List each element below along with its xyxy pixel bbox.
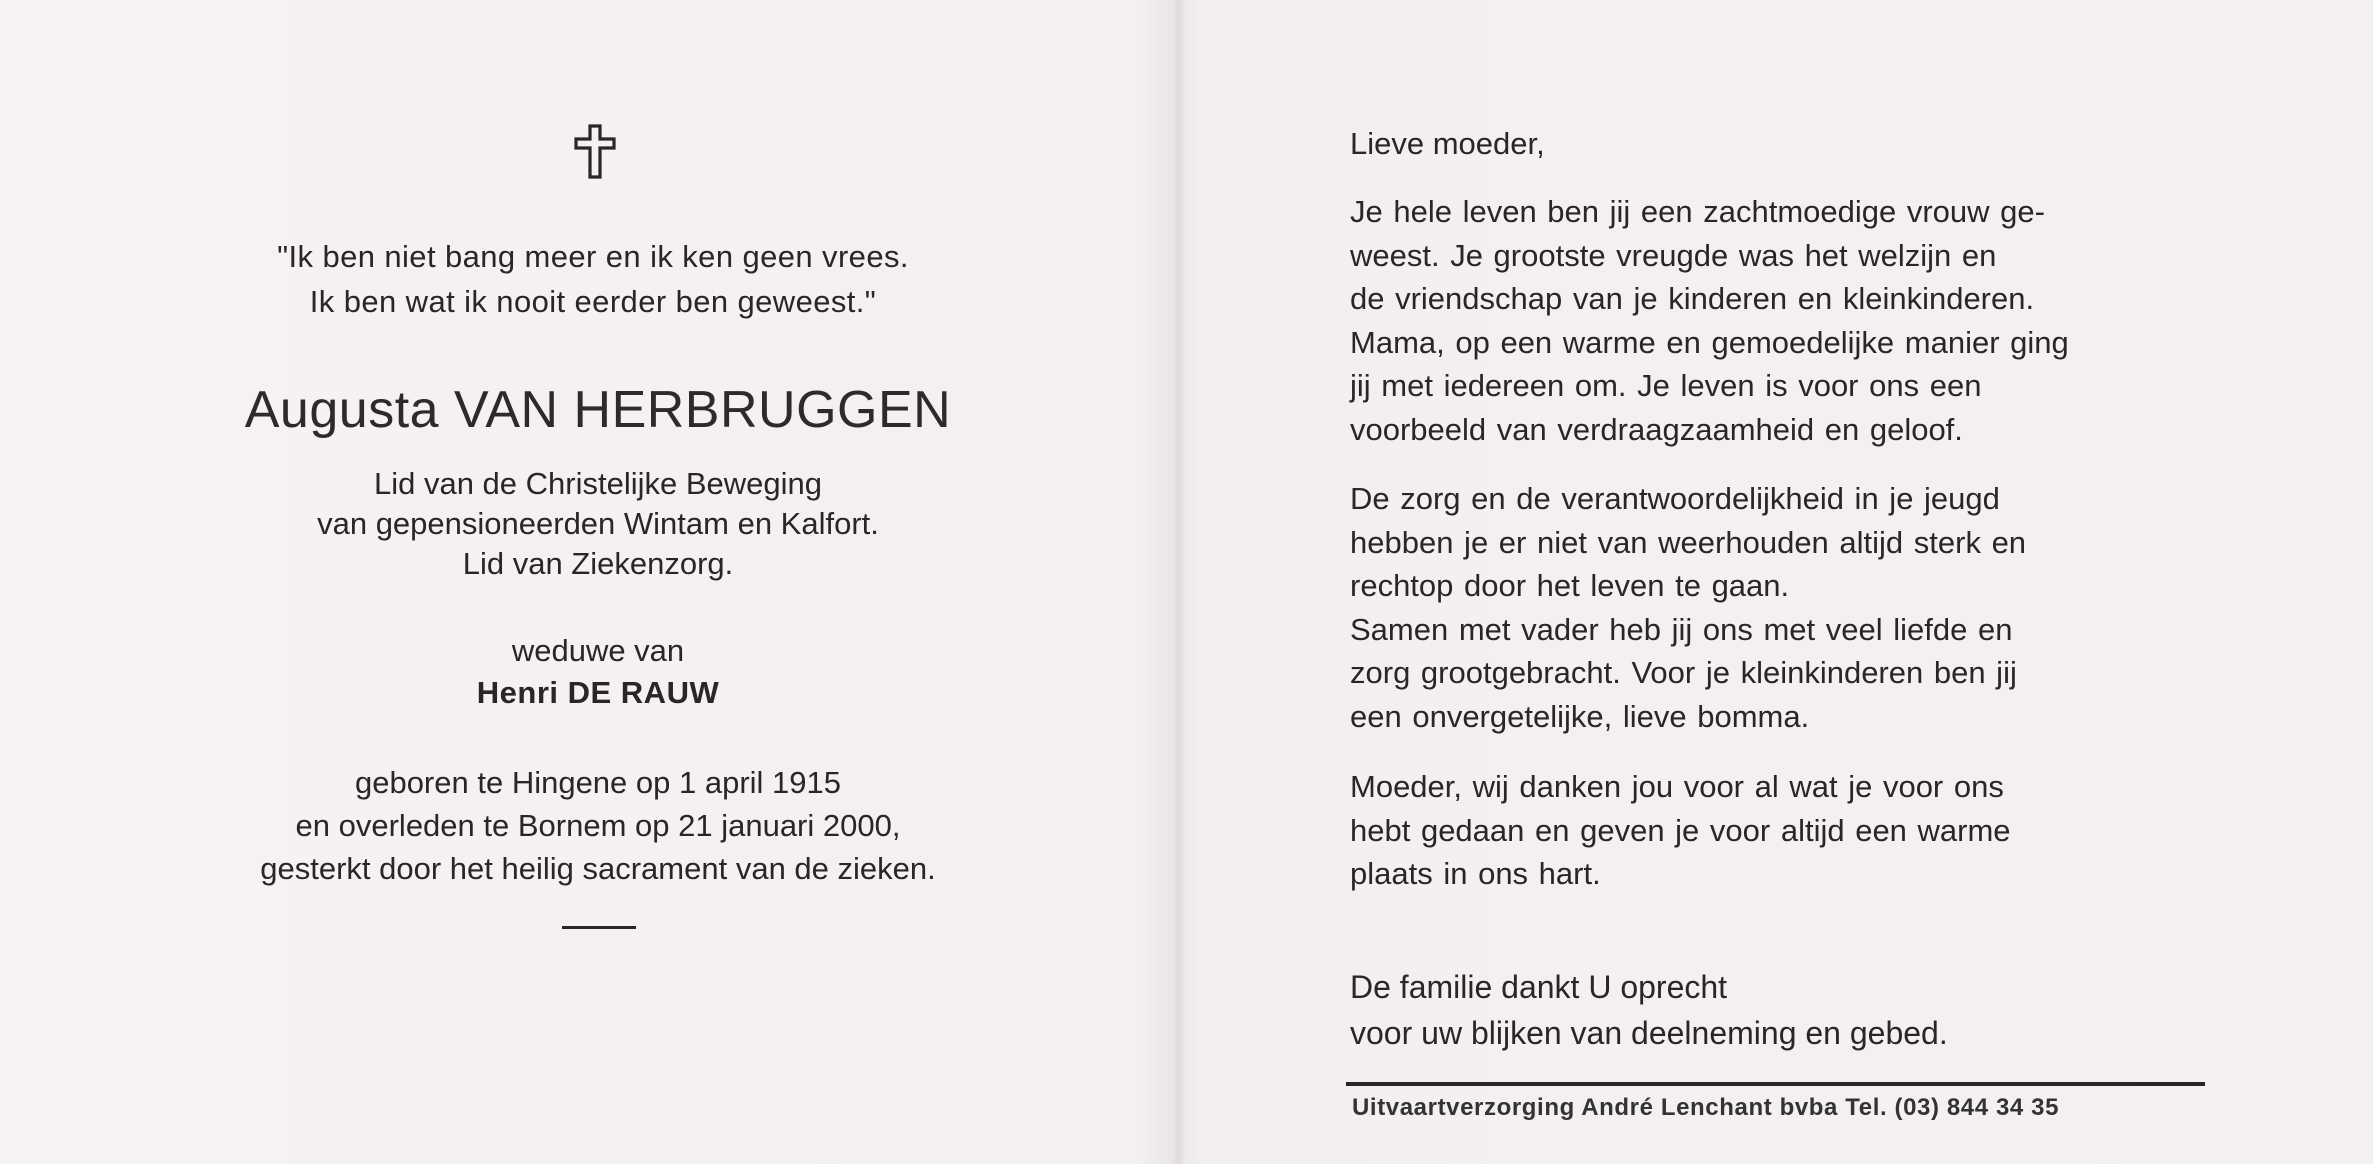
text-line: De zorg en de verantwoordelijkheid in je jeugd (1350, 481, 2000, 516)
text-line: Samen met vader heb jij ons met veel liefde en (1350, 611, 2013, 647)
text-line: rechtop door het leven te gaan. (1350, 568, 1790, 603)
text-line: Mama, op een warme en gemoedelijke manier ging (1350, 324, 2069, 360)
text-line: voorbeeld van verdraagzaamheid en geloof. (1350, 411, 1963, 447)
text-line: hebben je er niet van weerhouden altijd sterk en (1350, 524, 2027, 560)
text-line: jij met iedereen om. Je leven is voor ons een (1350, 368, 1982, 403)
undertaker-line: Uitvaartverzorging André Lenchant bvba Tel. (03) 844 34 35 (1352, 1094, 2060, 1121)
life-line: gesterkt door het heilig sacrament van de zieken. (260, 851, 936, 886)
life-line: geboren te Hingene op 1 april 1915 (354, 765, 842, 800)
quote-line: "Ik ben niet bang meer en ik ken geen vrees. (277, 239, 909, 274)
thanks-line: voor uw blijken van deelneming en gebed. (1350, 1015, 1948, 1051)
membership-line: Lid van Ziekenzorg. (462, 546, 734, 581)
text-line: een onvergetelijke, lieve bomma. (1350, 698, 1810, 734)
salutation: Lieve moeder, (1350, 126, 1545, 161)
membership-text (0, 464, 1196, 584)
divider-short (562, 926, 636, 929)
thanks-line: De familie dankt U oprecht (1350, 969, 1728, 1005)
membership-line: van gepensioneerden Wintam en Kalfort. (317, 506, 879, 541)
paragraph-life (1350, 190, 2205, 451)
left-page (0, 0, 1186, 1164)
widow-label: weduwe van (511, 633, 685, 668)
membership-line: Lid van de Christelijke Beweging (373, 466, 823, 501)
deceased-name: Augusta VAN HERBRUGGEN (244, 381, 952, 439)
paragraph-care (1350, 477, 2205, 738)
life-dates (0, 761, 1196, 890)
family-thanks (1350, 964, 2205, 1056)
divider-long (1346, 1082, 2205, 1086)
quote-line: Ik ben wat ik nooit eerder ben geweest." (309, 284, 877, 319)
quote (0, 234, 1186, 324)
paragraph-thanks-mother (1350, 765, 2205, 896)
right-page (1350, 0, 2205, 1164)
cross-icon (570, 124, 620, 180)
spouse-name: Henri DE RAUW (476, 675, 720, 710)
text-line: Je hele leven ben jij een zachtmoedige vrouw ge- (1350, 194, 2045, 229)
text-line: de vriendschap van je kinderen en kleinkinderen. (1350, 281, 2035, 316)
text-line: hebt gedaan en geven je voor altijd een warme (1350, 812, 2011, 848)
text-line: weest. Je grootste vreugde was het welzijn en (1350, 237, 1997, 273)
text-line: plaats in ons hart. (1350, 856, 1601, 891)
text-line: Moeder, wij danken jou voor al wat je voor ons (1350, 769, 2004, 804)
life-line: en overleden te Bornem op 21 januari 2000, (295, 808, 901, 843)
text-line: zorg grootgebracht. Voor je kleinkinderen ben jij (1350, 655, 2017, 690)
